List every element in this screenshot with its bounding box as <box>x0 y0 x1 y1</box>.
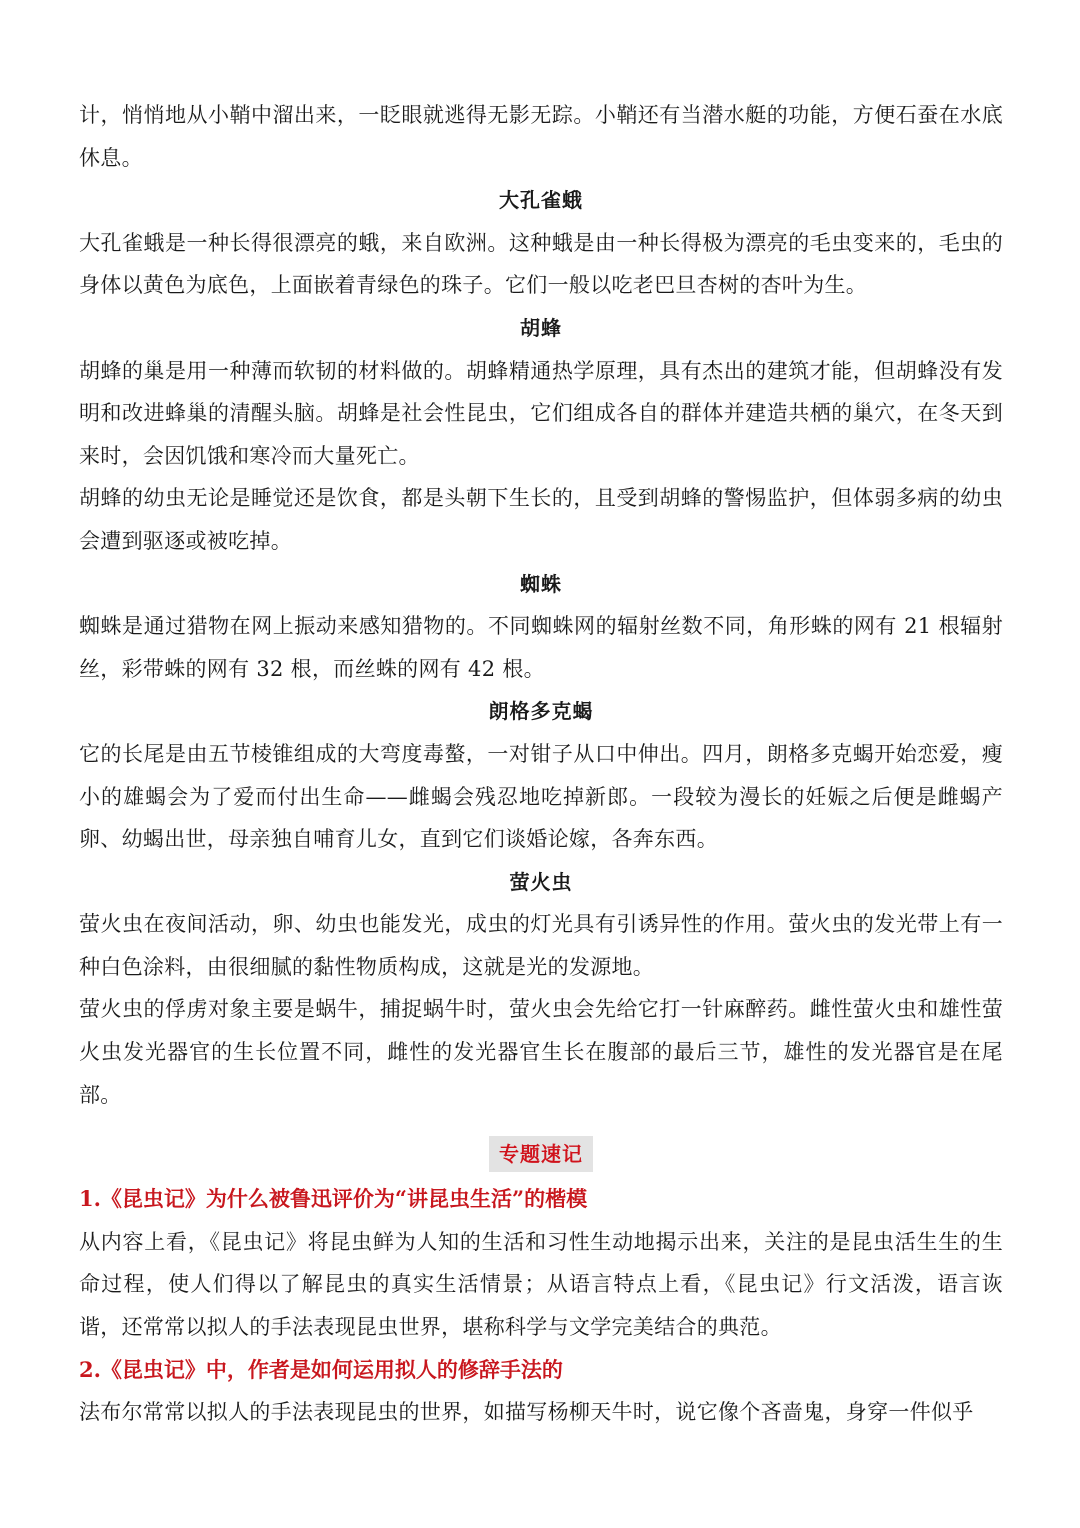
topic-header <box>79 1136 1003 1172</box>
firefly-paragraph-1: 萤火虫在夜间活动，卵、幼虫也能发光，成虫的灯光具有引诱异性的作用。萤火虫的发光带上有一种白色涂料，由很细腻的黏性物质构成，这就是光的发源地。 <box>79 912 1003 979</box>
answer-1: 从内容上看，《昆虫记》将昆虫鲜为人知的生活和习性生动地揭示出来，关注的是昆虫活生生的生命过程，使人们得以了解昆虫的真实生活情景；从语言特点上看，《昆虫记》行文活泼，语言诙谐，还常常以拟人的手法表现昆虫世界，堪称科学与文学完美结合的典范。 <box>79 1229 1003 1340</box>
peacock-moth-paragraph: 大孔雀蛾是一种长得很漂亮的蛾，来自欧洲。这种蛾是由一种长得极为漂亮的毛虫变来的，毛虫的身体以黄色为底色，上面嵌着青绿色的珠子。它们一般以吃老巴旦杏树的杏叶为生。 <box>79 230 1003 298</box>
heading-firefly: 萤火虫 <box>509 869 573 894</box>
answer-2: 法布尔常常以拟人的手法表现昆虫的世界，如描写杨柳天牛时，说它像个吝啬鬼，身穿一件似乎 <box>79 1400 974 1425</box>
firefly-paragraph-2: 萤火虫的俘虏对象主要是蜗牛，捕捉蜗牛时，萤火虫会先给它打一针麻醉药。雌性萤火虫和雄性萤火虫发光器官的生长位置不同，雌性的发光器官生长在腹部的最后三节，雄性的发光器官是在尾部。 <box>79 997 1003 1107</box>
wasp-paragraph-2: 胡蜂的幼虫无论是睡觉还是饮食，都是头朝下生长的，且受到胡蜂的警惕监护，但体弱多病的幼虫会遭到驱逐或被吃掉。 <box>79 486 1003 553</box>
spider-paragraph: 蜘蛛是通过猎物在网上振动来感知猎物的。不同蜘蛛网的辐射丝数不同，角形蛛的网有 21 根辐射丝，彩带蛛的网有 32 根，而丝蛛的网有 42 根。 <box>79 614 1003 681</box>
intro-paragraph: 计，悄悄地从小鞘中溜出来，一眨眼就逃得无影无踪。小鞘还有当潜水艇的功能，方便石蚕在水底休息。 <box>79 103 1003 170</box>
heading-wasp: 胡蜂 <box>520 315 562 340</box>
heading-spider: 蜘蛛 <box>520 571 562 596</box>
document-page <box>79 94 1003 1434</box>
topic-title: 专题速记 <box>489 1136 593 1172</box>
wasp-paragraph-1: 胡蜂的巢是用一种薄而软韧的材料做的。胡蜂精通热学原理，具有杰出的建筑才能，但胡蜂没有发明和改进蜂巢的清醒头脑。胡蜂是社会性昆虫，它们组成各自的群体并建造共栖的巢穴，在冬天到来时，会因饥饿和寒冷而大量死亡。 <box>79 358 1003 468</box>
heading-peacock-moth: 大孔雀蛾 <box>499 188 583 213</box>
scorpion-paragraph: 它的长尾是由五节棱锥组成的大弯度毒螯，一对钳子从口中伸出。四月，朗格多克蝎开始恋爱，瘦小的雄蝎会为了爱而付出生命——雌蝎会残忍地吃掉新郎。一段较为漫长的妊娠之后便是雌蝎产卵、幼蝎出世，母亲独自哺育儿女，直到它们谈婚论嫁，各奔东西。 <box>79 741 1003 852</box>
question-2: 2.《昆虫记》中，作者是如何运用拟人的修辞手法的 <box>79 1356 563 1382</box>
heading-scorpion: 朗格多克蝎 <box>488 699 594 724</box>
question-1: 1.《昆虫记》为什么被鲁迅评价为“讲昆虫生活”的楷模 <box>79 1186 588 1212</box>
